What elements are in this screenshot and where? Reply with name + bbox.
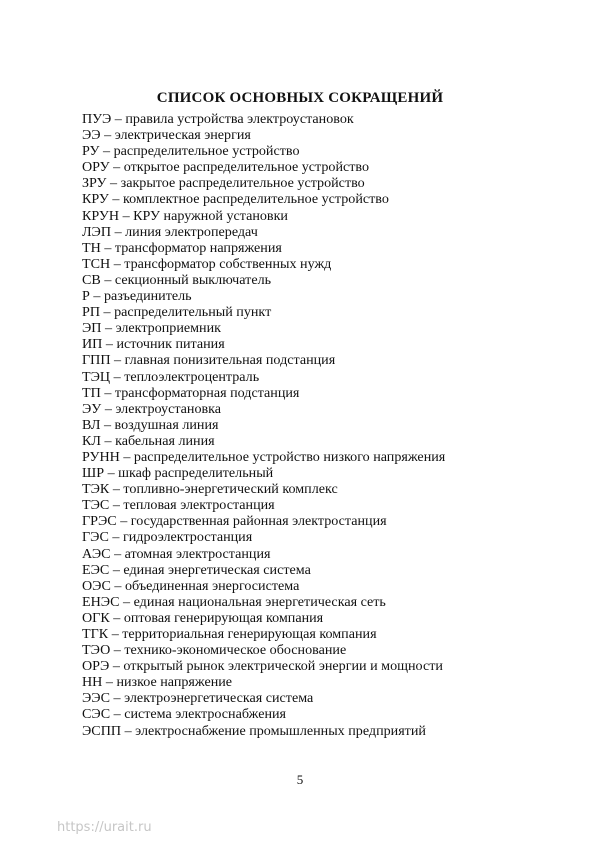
- abbreviation-item: СЭС – система электроснабжения: [82, 706, 287, 723]
- abbreviation-meaning: трансформаторная подстанция: [114, 384, 300, 401]
- abbreviation-item: РУНН – распределительное устройство низкого напряжения: [82, 448, 446, 465]
- abbreviation-term: ПУЭ: [82, 111, 112, 127]
- abbreviation-meaning: объединенная энергосистема: [124, 577, 300, 594]
- abbreviation-term: ТЭЦ: [82, 368, 111, 385]
- abbreviation-meaning: топливно-энергетический комплекс: [123, 481, 338, 498]
- abbreviation-meaning: низкое напряжение: [116, 674, 233, 691]
- abbreviation-item: ЗРУ – закрытое распределительное устройство: [82, 175, 365, 192]
- abbreviation-item: ГРЭС – государственная районная электростанция: [82, 513, 387, 530]
- abbreviation-term: ЭЭС: [82, 690, 111, 707]
- abbreviation-term: ЗРУ: [82, 175, 107, 192]
- abbreviation-item: ПУЭ – правила устройства электроустановок: [82, 111, 354, 127]
- abbreviation-item: ТГК – территориальная генерирующая компания: [82, 626, 377, 642]
- abbreviation-meaning: распределительное устройство низкого напряжения: [133, 448, 446, 465]
- abbreviation-item: РП – распределительный пункт: [82, 304, 272, 321]
- abbreviation-item: ЛЭП – линия электропередач: [82, 223, 258, 240]
- abbreviation-term: ЭСПП: [82, 722, 122, 739]
- abbreviation-term: ГПП: [82, 352, 111, 369]
- abbreviation-meaning: шкаф распределительный: [118, 465, 274, 482]
- abbreviation-term: ШР: [82, 465, 105, 482]
- abbreviation-item: ЭП – электроприемник: [82, 320, 221, 337]
- abbreviation-item: ГПП – главная понизительная подстанция: [82, 352, 336, 369]
- watermark-url[interactable]: https://urait.ru: [57, 820, 152, 835]
- abbreviation-item: ОГК – оптовая генерирующая компания: [82, 609, 324, 626]
- abbreviation-term: ОРЭ: [82, 658, 110, 675]
- abbreviation-item: ИП – источник питания: [82, 336, 225, 353]
- abbreviation-term: РП: [82, 304, 101, 321]
- abbreviation-meaning: распределительный пункт: [114, 304, 272, 321]
- abbreviation-item: ТЭО – технико-экономическое обоснование: [82, 642, 347, 659]
- abbreviation-meaning: электроснабжение промышленных предприятий: [135, 722, 426, 739]
- abbreviation-term: ЭП: [82, 320, 102, 337]
- abbreviation-meaning: секционный выключатель: [114, 271, 272, 288]
- page-number: 5: [296, 772, 304, 787]
- abbreviation-term: ТСН: [82, 255, 111, 272]
- abbreviation-meaning: электроустановка: [115, 400, 222, 417]
- abbreviation-item: ЭЭС – электроэнергетическая система: [82, 690, 314, 707]
- page-title: СПИСОК ОСНОВНЫХ СОКРАЩЕНИЙ: [156, 90, 444, 107]
- abbreviation-meaning: линия электропередач: [125, 223, 258, 240]
- abbreviation-meaning: трансформатор напряжения: [114, 239, 282, 256]
- abbreviation-meaning: государственная районная электростанция: [130, 513, 387, 530]
- abbreviation-term: ЕНЭС: [82, 593, 120, 610]
- abbreviation-meaning: закрытое распределительное устройство: [120, 175, 365, 192]
- abbreviation-item: ТЭЦ – теплоэлектроцентраль: [82, 368, 260, 385]
- abbreviation-term: АЭС: [82, 545, 111, 562]
- abbreviation-item: СВ – секционный выключатель: [82, 271, 272, 288]
- abbreviation-term: КРУН: [82, 207, 120, 224]
- abbreviation-meaning: комплектное распределительное устройство: [122, 191, 389, 208]
- abbreviation-meaning: система электроснабжения: [124, 706, 287, 723]
- abbreviation-term: РУНН: [82, 448, 120, 465]
- abbreviation-meaning: правила устройства электроустановок: [125, 111, 354, 127]
- abbreviation-term: ЛЭП: [82, 223, 112, 240]
- abbreviation-meaning: распределительное устройство: [113, 143, 300, 160]
- abbreviation-item: ОЭС – объединенная энергосистема: [82, 577, 300, 594]
- abbreviation-meaning: открытый рынок электрической энергии и мощности: [123, 658, 443, 675]
- abbreviation-term: ВЛ: [82, 416, 101, 433]
- abbreviation-meaning: теплоэлектроцентраль: [124, 368, 260, 385]
- abbreviation-item: КЛ – кабельная линия: [82, 432, 215, 449]
- abbreviation-meaning: КРУ наружной установки: [133, 207, 288, 224]
- abbreviation-item: ТН – трансформатор напряжения: [82, 239, 282, 256]
- abbreviation-term: ЭУ: [82, 400, 102, 417]
- abbreviation-item: ОРЭ – открытый рынок электрической энергии и мощности: [82, 658, 443, 675]
- abbreviation-item: ОРУ – открытое распределительное устройство: [82, 159, 370, 176]
- abbreviation-item: ЭЭ – электрическая энергия: [82, 127, 251, 144]
- abbreviation-term: ЭЭ: [82, 127, 101, 144]
- abbreviation-item: ВЛ – воздушная линия: [82, 416, 219, 433]
- abbreviation-list: [82, 111, 445, 739]
- abbreviation-meaning: оптовая генерирующая компания: [123, 609, 324, 626]
- abbreviation-term: ТЭО: [82, 642, 111, 659]
- abbreviation-term: ГРЭС: [82, 513, 117, 530]
- abbreviation-item: ЭСПП – электроснабжение промышленных предприятий: [82, 722, 426, 739]
- abbreviation-meaning: разъединитель: [103, 288, 192, 305]
- abbreviation-item: ЭУ – электроустановка: [82, 400, 222, 417]
- abbreviation-term: КЛ: [82, 432, 101, 449]
- abbreviation-item: КРУ – комплектное распределительное устройство: [82, 191, 389, 208]
- abbreviation-item: ЕЭС – единая энергетическая система: [82, 561, 311, 578]
- abbreviation-item: КРУН – КРУ наружной установки: [82, 207, 288, 224]
- abbreviation-item: РУ – распределительное устройство: [82, 143, 300, 160]
- abbreviation-meaning: гидроэлектростанция: [122, 529, 253, 546]
- abbreviation-term: ТГК: [82, 626, 109, 642]
- abbreviation-item: ТЭС – тепловая электростанция: [82, 497, 275, 514]
- abbreviation-meaning: открытое распределительное устройство: [123, 159, 370, 176]
- abbreviation-item: АЭС – атомная электростанция: [82, 545, 271, 562]
- abbreviation-term: ОГК: [82, 609, 110, 626]
- abbreviation-term: ТН: [82, 239, 101, 256]
- abbreviation-meaning: источник питания: [116, 336, 225, 353]
- abbreviation-meaning: электрическая энергия: [114, 127, 251, 144]
- abbreviation-term: ОРУ: [82, 159, 110, 176]
- abbreviation-term: ОЭС: [82, 577, 111, 594]
- abbreviation-item: ТЭК – топливно-энергетический комплекс: [82, 481, 338, 498]
- abbreviation-item: Р – разъединитель: [82, 288, 192, 305]
- abbreviation-term: ТЭС: [82, 497, 110, 514]
- abbreviation-meaning: единая энергетическая система: [123, 561, 311, 578]
- abbreviation-term: СВ: [82, 271, 101, 288]
- abbreviation-meaning: воздушная линия: [114, 416, 219, 433]
- abbreviation-meaning: тепловая электростанция: [123, 497, 275, 514]
- abbreviation-meaning: главная понизительная подстанция: [124, 352, 336, 369]
- abbreviation-item: ГЭС – гидроэлектростанция: [82, 529, 253, 546]
- abbreviation-term: РУ: [82, 143, 100, 160]
- abbreviation-meaning: кабельная линия: [115, 432, 215, 449]
- abbreviation-item: НН – низкое напряжение: [82, 674, 233, 691]
- abbreviation-meaning: электроприемник: [115, 320, 221, 337]
- abbreviation-term: СЭС: [82, 706, 111, 723]
- abbreviation-item: ТСН – трансформатор собственных нужд: [82, 255, 332, 272]
- abbreviation-meaning: единая национальная энергетическая сеть: [133, 593, 386, 610]
- abbreviation-term: ГЭС: [82, 529, 109, 546]
- abbreviation-item: ЕНЭС – единая национальная энергетическая сеть: [82, 593, 386, 610]
- abbreviation-meaning: технико-экономическое обоснование: [124, 642, 347, 659]
- abbreviation-item: ТП – трансформаторная подстанция: [82, 384, 300, 401]
- abbreviation-meaning: трансформатор собственных нужд: [124, 255, 332, 272]
- abbreviation-term: ТП: [82, 384, 101, 401]
- abbreviation-term: Р: [82, 288, 90, 305]
- abbreviation-term: НН: [82, 674, 103, 691]
- abbreviation-item: ШР – шкаф распределительный: [82, 465, 274, 482]
- abbreviation-meaning: электроэнергетическая система: [124, 690, 314, 707]
- abbreviation-meaning: территориальная генерирующая компания: [122, 626, 377, 642]
- abbreviation-term: ЕЭС: [82, 561, 110, 578]
- abbreviation-term: ИП: [82, 336, 103, 353]
- abbreviation-term: ТЭК: [82, 481, 110, 498]
- abbreviation-term: КРУ: [82, 191, 109, 208]
- abbreviation-meaning: атомная электростанция: [124, 545, 271, 562]
